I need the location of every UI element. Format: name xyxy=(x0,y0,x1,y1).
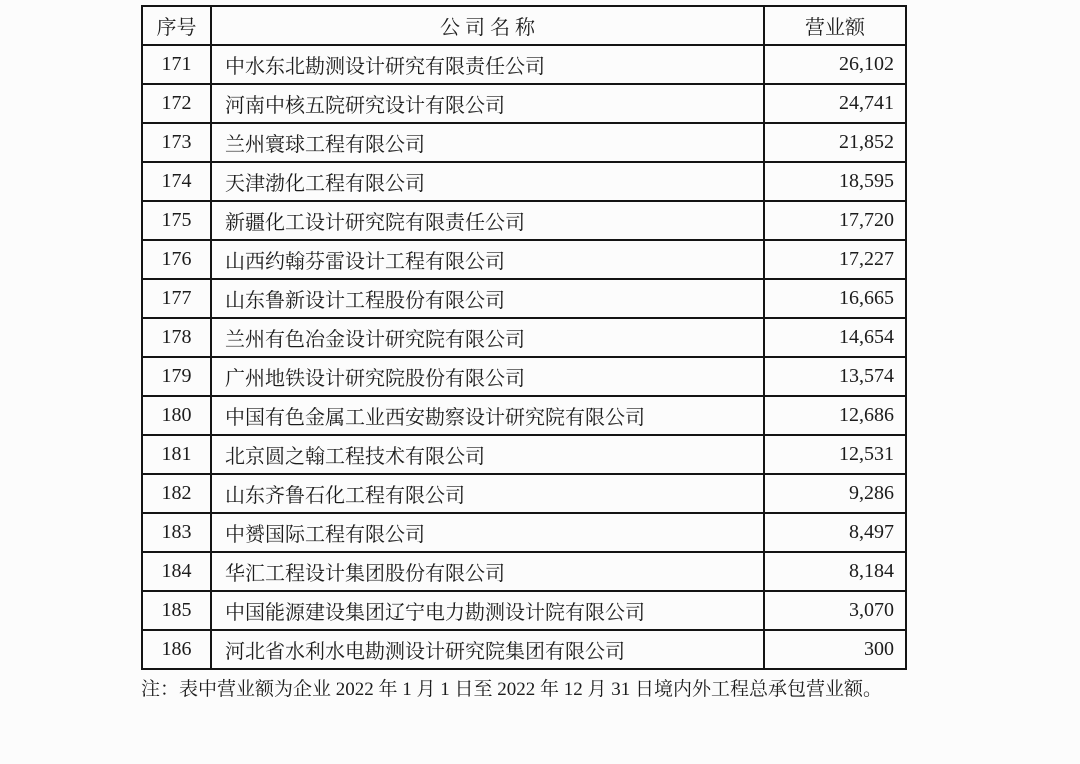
table-cell-revenue: 24,741 xyxy=(764,84,906,123)
table-cell-company: 广州地铁设计研究院股份有限公司 xyxy=(211,357,764,396)
table-row xyxy=(142,240,906,279)
table-cell-revenue: 8,497 xyxy=(764,513,906,552)
table-cell-revenue: 26,102 xyxy=(764,45,906,84)
table-cell-company: 兰州有色冶金设计研究院有限公司 xyxy=(211,318,764,357)
table-cell-no: 173 xyxy=(142,123,211,162)
company-revenue-table xyxy=(141,5,907,670)
table-cell-company: 中赟国际工程有限公司 xyxy=(211,513,764,552)
table-cell-no: 180 xyxy=(142,396,211,435)
table-cell-revenue: 9,286 xyxy=(764,474,906,513)
table-row xyxy=(142,474,906,513)
table-row xyxy=(142,591,906,630)
table-cell-revenue: 8,184 xyxy=(764,552,906,591)
table-cell-company: 山西约翰芬雷设计工程有限公司 xyxy=(211,240,764,279)
table-cell-no: 183 xyxy=(142,513,211,552)
table-cell-no: 186 xyxy=(142,630,211,669)
table-row xyxy=(142,123,906,162)
table-cell-company: 华汇工程设计集团股份有限公司 xyxy=(211,552,764,591)
table-row xyxy=(142,45,906,84)
table-cell-no: 176 xyxy=(142,240,211,279)
table-cell-revenue: 18,595 xyxy=(764,162,906,201)
column-header-revenue: 营业额 xyxy=(764,6,906,45)
table-cell-no: 178 xyxy=(142,318,211,357)
table-row xyxy=(142,279,906,318)
table-cell-revenue: 21,852 xyxy=(764,123,906,162)
table-cell-company: 天津渤化工程有限公司 xyxy=(211,162,764,201)
table-cell-company: 山东鲁新设计工程股份有限公司 xyxy=(211,279,764,318)
table-cell-revenue: 16,665 xyxy=(764,279,906,318)
table-header-row xyxy=(142,6,906,45)
table-cell-company: 河北省水利水电勘测设计研究院集团有限公司 xyxy=(211,630,764,669)
table-cell-company: 中国能源建设集团辽宁电力勘测设计院有限公司 xyxy=(211,591,764,630)
table-cell-revenue: 12,686 xyxy=(764,396,906,435)
table-row xyxy=(142,318,906,357)
table-cell-company: 河南中核五院研究设计有限公司 xyxy=(211,84,764,123)
table-cell-no: 182 xyxy=(142,474,211,513)
table-cell-no: 172 xyxy=(142,84,211,123)
table-cell-revenue: 3,070 xyxy=(764,591,906,630)
table-cell-company: 北京圆之翰工程技术有限公司 xyxy=(211,435,764,474)
table-cell-no: 185 xyxy=(142,591,211,630)
table-cell-revenue: 300 xyxy=(764,630,906,669)
table-row xyxy=(142,552,906,591)
table-cell-company: 中水东北勘测设计研究有限责任公司 xyxy=(211,45,764,84)
table-row xyxy=(142,201,906,240)
table-cell-company: 新疆化工设计研究院有限责任公司 xyxy=(211,201,764,240)
table-row xyxy=(142,84,906,123)
table-cell-revenue: 17,720 xyxy=(764,201,906,240)
table-row xyxy=(142,435,906,474)
table-row xyxy=(142,513,906,552)
table-cell-no: 177 xyxy=(142,279,211,318)
table-row xyxy=(142,357,906,396)
table-cell-company: 中国有色金属工业西安勘察设计研究院有限公司 xyxy=(211,396,764,435)
table-cell-no: 171 xyxy=(142,45,211,84)
table-body xyxy=(142,45,906,669)
table-cell-no: 175 xyxy=(142,201,211,240)
table-cell-revenue: 14,654 xyxy=(764,318,906,357)
table-row xyxy=(142,630,906,669)
document-page xyxy=(141,5,909,704)
footnote: 注：表中营业额为企业 2022 年 1 月 1 日至 2022 年 12 月 31 日境内外工程总承包营业额。 xyxy=(141,679,883,700)
table-row xyxy=(142,162,906,201)
column-header-no: 序号 xyxy=(142,6,211,45)
table-cell-no: 184 xyxy=(142,552,211,591)
table-cell-revenue: 12,531 xyxy=(764,435,906,474)
table-cell-company: 山东齐鲁石化工程有限公司 xyxy=(211,474,764,513)
table-cell-revenue: 13,574 xyxy=(764,357,906,396)
table-cell-no: 181 xyxy=(142,435,211,474)
table-cell-no: 174 xyxy=(142,162,211,201)
table-row xyxy=(142,396,906,435)
column-header-company: 公 司 名 称 xyxy=(211,6,764,45)
table-cell-company: 兰州寰球工程有限公司 xyxy=(211,123,764,162)
table-cell-no: 179 xyxy=(142,357,211,396)
table-cell-revenue: 17,227 xyxy=(764,240,906,279)
